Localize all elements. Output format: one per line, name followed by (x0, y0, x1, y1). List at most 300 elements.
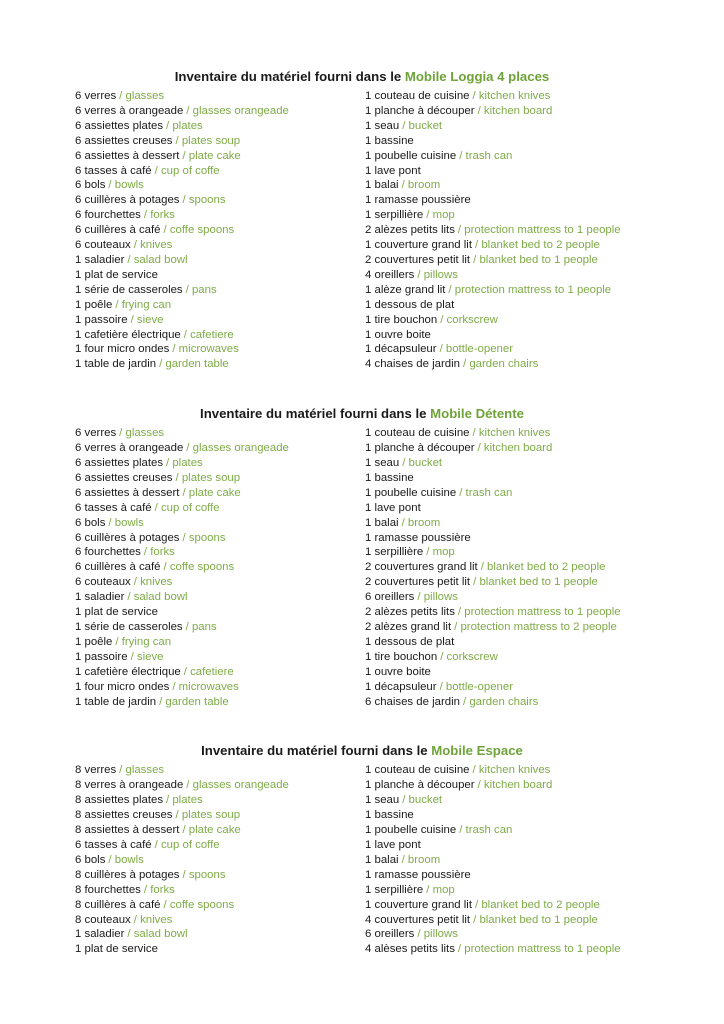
item-english-translation: / spoons (182, 531, 226, 544)
section-columns (0, 426, 724, 709)
list-item (365, 635, 724, 650)
list-item (365, 441, 724, 456)
item-english-translation: / blanket bed to 1 people (473, 913, 598, 926)
item-english-translation: / trash can (459, 149, 513, 162)
item-english-translation: / bucket (402, 794, 443, 807)
item-french-text: 6 cuillères à potages (75, 194, 180, 207)
list-item (365, 193, 724, 208)
item-french-text: 6 tasses à café (75, 164, 152, 177)
item-french-text: 1 planche à découper (365, 779, 475, 792)
item-english-translation: / glasses orangeade (186, 442, 289, 455)
item-french-text: 6 oreillers (365, 928, 415, 941)
list-item (75, 441, 365, 456)
item-french-text: 1 série de casseroles (75, 621, 183, 633)
item-english-translation: / garden table (159, 695, 229, 708)
item-french-text: 2 couvertures grand lit (365, 561, 478, 574)
item-french-text: 6 couteaux (75, 239, 131, 252)
item-english-translation: / kitchen board (477, 442, 553, 455)
item-english-translation: / glasses orangeade (186, 104, 289, 117)
list-item (75, 164, 365, 179)
item-french-text: 1 four micro ondes (75, 343, 170, 356)
item-french-text: 1 saladier (75, 928, 125, 941)
section-title-prefix: Inventaire du matériel fourni dans le (201, 743, 428, 759)
item-english-translation: / garden chairs (462, 358, 539, 371)
item-english-translation: / plate cake (182, 149, 241, 162)
item-french-text: 8 couteaux (75, 913, 131, 926)
item-english-translation: / kitchen knives (472, 764, 551, 777)
list-item (365, 357, 724, 372)
item-english-translation: / cafetiere (183, 328, 234, 341)
list-item (75, 456, 365, 471)
item-english-translation: / plates soup (175, 134, 241, 147)
item-english-translation: / broom (401, 853, 441, 866)
item-french-text: 6 cuillères à café (75, 561, 161, 574)
item-french-text: 8 cuillères à potages (75, 868, 180, 881)
list-item (75, 942, 365, 957)
item-english-translation: / frying can (115, 298, 172, 311)
item-french-text: 6 bols (75, 179, 106, 192)
list-item (75, 426, 365, 441)
item-french-text: 1 planche à découper (365, 442, 475, 455)
item-french-text: 2 couvertures petit lit (365, 576, 471, 589)
item-english-translation: / coffe spoons (163, 898, 235, 911)
list-item (365, 560, 724, 575)
list-item (365, 253, 724, 268)
list-item (365, 913, 724, 928)
item-english-translation: / garden table (159, 358, 229, 371)
list-item (75, 650, 365, 665)
item-english-translation: / protection mattress to 2 people (454, 621, 617, 633)
list-item (365, 680, 724, 695)
list-item (75, 149, 365, 164)
item-english-translation: / cup of coffe (154, 164, 220, 177)
item-french-text: 1 poêle (75, 298, 113, 311)
item-english-translation: / knives (133, 239, 173, 252)
list-item (365, 313, 724, 328)
inventory-section (0, 742, 724, 957)
left-column (75, 89, 365, 372)
item-french-text: 1 tire bouchon (365, 650, 438, 663)
item-french-text: 1 dessous de plat (365, 635, 455, 648)
section-title-mobile-name: Mobile Espace (431, 743, 523, 759)
item-english-translation: / glasses orangeade (186, 779, 289, 792)
list-item (365, 328, 724, 343)
list-item (365, 665, 724, 680)
list-item (75, 342, 365, 357)
item-french-text: 1 plat de service (75, 268, 158, 281)
item-french-text: 1 plat de service (75, 943, 158, 956)
list-item (365, 808, 724, 823)
item-english-translation: / sieve (130, 650, 164, 663)
item-french-text: 1 cafetière électrique (75, 328, 181, 341)
list-item (365, 178, 724, 193)
item-english-translation: / coffe spoons (163, 224, 235, 237)
item-english-translation: / glasses (119, 427, 165, 440)
item-english-translation: / bucket (402, 457, 443, 470)
list-item (365, 793, 724, 808)
list-item (75, 119, 365, 134)
item-english-translation: / pans (185, 283, 217, 296)
section-title-mobile-name: Mobile Loggia 4 places (404, 69, 550, 84)
item-french-text: 6 assiettes creuses (75, 471, 173, 484)
item-english-translation: / coffe spoons (163, 561, 235, 574)
list-item (75, 838, 365, 853)
item-french-text: 6 couteaux (75, 576, 131, 589)
item-french-text: 1 décapsuleur (365, 680, 437, 693)
item-french-text: 6 assiettes creuses (75, 134, 173, 147)
list-item (365, 456, 724, 471)
list-item (75, 665, 365, 680)
left-column (75, 426, 365, 709)
list-item (75, 223, 365, 238)
list-item (365, 298, 724, 313)
item-french-text: 1 poubelle cuisine (365, 149, 457, 162)
list-item (75, 313, 365, 328)
item-english-translation: / protection mattress to 1 people (457, 224, 621, 237)
item-english-translation: / corkscrew (440, 313, 498, 326)
item-french-text: 1 seau (365, 119, 400, 132)
list-item (365, 486, 724, 501)
item-english-translation: / microwaves (172, 680, 239, 693)
list-item (75, 208, 365, 223)
item-french-text: 6 oreillers (365, 591, 415, 604)
item-english-translation: / knives (133, 913, 173, 926)
list-item (75, 104, 365, 119)
list-item (365, 605, 724, 620)
item-french-text: 1 saladier (75, 253, 125, 266)
item-english-translation: / broom (401, 516, 441, 529)
section-title (0, 405, 724, 423)
item-french-text: 4 oreillers (365, 268, 415, 281)
item-english-translation: / kitchen board (477, 104, 553, 117)
list-item (75, 823, 365, 838)
item-french-text: 1 bassine (365, 471, 414, 484)
list-item (365, 620, 724, 635)
item-english-translation: / mop (426, 546, 455, 559)
item-french-text: 1 serpillière (365, 546, 424, 559)
list-item (75, 283, 365, 298)
list-item (75, 590, 365, 605)
item-french-text: 6 assiettes à dessert (75, 149, 180, 162)
item-english-translation: / glasses (119, 90, 165, 102)
list-item (75, 883, 365, 898)
item-english-translation: / bottle-opener (439, 343, 514, 356)
item-french-text: 1 couteau de cuisine (365, 427, 470, 440)
item-english-translation: / blanket bed to 1 people (473, 576, 598, 589)
item-english-translation: / microwaves (172, 343, 239, 356)
item-english-translation: / blanket bed to 2 people (475, 239, 600, 252)
list-item (365, 223, 724, 238)
item-english-translation: / protection mattress to 1 people (457, 943, 621, 956)
list-item (365, 650, 724, 665)
list-item (75, 868, 365, 883)
item-english-translation: / bottle-opener (439, 680, 514, 693)
list-item (75, 357, 365, 372)
item-english-translation: / cup of coffe (154, 501, 220, 514)
item-english-translation: / garden chairs (462, 695, 539, 708)
section-title (0, 68, 724, 86)
right-column (365, 763, 724, 957)
item-english-translation: / protection mattress to 1 people (457, 606, 621, 619)
list-item (75, 134, 365, 149)
item-english-translation: / protection mattress to 1 people (448, 283, 612, 296)
list-item (75, 238, 365, 253)
list-item (365, 575, 724, 590)
section-columns (0, 763, 724, 957)
item-english-translation: / kitchen knives (472, 427, 551, 440)
item-french-text: 1 balai (365, 179, 399, 192)
item-english-translation: / mop (426, 209, 455, 222)
item-english-translation: / frying can (115, 635, 172, 648)
list-item (75, 605, 365, 620)
item-french-text: 2 alèzes grand lit (365, 621, 452, 633)
item-english-translation: / cup of coffe (154, 838, 220, 851)
list-item (365, 283, 724, 298)
item-french-text: 4 chaises de jardin (365, 358, 460, 371)
item-french-text: 6 tasses à café (75, 501, 152, 514)
item-english-translation: / plates (166, 457, 203, 470)
list-item (365, 853, 724, 868)
item-english-translation: / trash can (459, 486, 513, 499)
list-item (365, 868, 724, 883)
item-french-text: 1 lave pont (365, 838, 421, 851)
item-french-text: 1 planche à découper (365, 104, 475, 117)
item-english-translation: / trash can (459, 824, 513, 837)
list-item (75, 853, 365, 868)
item-french-text: 1 passoire (75, 650, 128, 663)
left-column (75, 763, 365, 957)
item-english-translation: / glasses (119, 764, 165, 777)
list-item (365, 119, 724, 134)
item-english-translation: / knives (133, 576, 173, 589)
item-english-translation: / plates (166, 119, 203, 132)
list-item (365, 501, 724, 516)
section-title (0, 742, 724, 760)
list-item (75, 486, 365, 501)
list-item (75, 620, 365, 635)
item-french-text: 1 seau (365, 457, 400, 470)
item-english-translation: / plate cake (182, 824, 241, 837)
item-french-text: 6 fourchettes (75, 209, 141, 222)
item-french-text: 1 four micro ondes (75, 680, 170, 693)
list-item (75, 516, 365, 531)
item-french-text: 1 décapsuleur (365, 343, 437, 356)
item-french-text: 1 ouvre boite (365, 665, 431, 678)
item-french-text: 1 bassine (365, 809, 414, 822)
item-english-translation: / broom (401, 179, 441, 192)
item-french-text: 1 table de jardin (75, 695, 157, 708)
item-french-text: 1 saladier (75, 591, 125, 604)
item-french-text: 1 ramasse poussière (365, 194, 471, 207)
item-french-text: 1 seau (365, 794, 400, 807)
item-french-text: 1 bassine (365, 134, 414, 147)
item-french-text: 1 balai (365, 516, 399, 529)
list-item (365, 883, 724, 898)
item-french-text: 1 couverture grand lit (365, 239, 473, 252)
item-french-text: 1 passoire (75, 313, 128, 326)
item-english-translation: / bowls (108, 179, 144, 192)
item-french-text: 1 couteau de cuisine (365, 764, 470, 777)
item-french-text: 6 assiettes plates (75, 457, 164, 470)
list-item (75, 763, 365, 778)
item-english-translation: / salad bowl (127, 591, 188, 604)
list-item (365, 104, 724, 119)
item-french-text: 6 cuillères à café (75, 224, 161, 237)
item-french-text: 1 plat de service (75, 606, 158, 619)
item-english-translation: / salad bowl (127, 928, 188, 941)
list-item (75, 545, 365, 560)
item-french-text: 1 serpillière (365, 209, 424, 222)
section-title-mobile-name: Mobile Détente (430, 406, 524, 422)
right-column (365, 426, 724, 709)
list-item (365, 545, 724, 560)
item-french-text: 4 couvertures petit lit (365, 913, 471, 926)
item-french-text: 1 couteau de cuisine (365, 90, 470, 102)
item-english-translation: / kitchen knives (472, 90, 551, 102)
item-french-text: 2 alèzes petits lits (365, 606, 455, 619)
list-item (365, 898, 724, 913)
item-english-translation: / forks (143, 546, 175, 559)
item-english-translation: / forks (143, 883, 175, 896)
list-item (75, 89, 365, 104)
item-english-translation: / spoons (182, 194, 226, 207)
list-item (75, 471, 365, 486)
item-french-text: 8 fourchettes (75, 883, 141, 896)
item-french-text: 8 verres à orangeade (75, 779, 184, 792)
list-item (365, 531, 724, 546)
list-item (365, 134, 724, 149)
item-french-text: 2 alèzes petits lits (365, 224, 455, 237)
list-item (365, 695, 724, 710)
list-item (75, 927, 365, 942)
item-french-text: 1 cafetière électrique (75, 665, 181, 678)
item-english-translation: / plates (166, 794, 203, 807)
list-item (365, 164, 724, 179)
list-item (75, 328, 365, 343)
item-english-translation: / forks (143, 209, 175, 222)
item-english-translation: / pillows (417, 591, 458, 604)
item-french-text: 8 cuillères à café (75, 898, 161, 911)
item-french-text: 1 table de jardin (75, 358, 157, 371)
item-english-translation: / corkscrew (440, 650, 498, 663)
list-item (75, 253, 365, 268)
item-french-text: 6 bols (75, 516, 106, 529)
item-french-text: 1 ramasse poussière (365, 531, 471, 544)
item-french-text: 1 ouvre boite (365, 328, 431, 341)
item-french-text: 6 verres à orangeade (75, 104, 184, 117)
item-french-text: 1 alèze grand lit (365, 283, 446, 296)
item-french-text: 8 assiettes plates (75, 794, 164, 807)
list-item (75, 898, 365, 913)
item-english-translation: / salad bowl (127, 253, 188, 266)
list-item (365, 942, 724, 957)
item-french-text: 6 assiettes plates (75, 119, 164, 132)
list-item (75, 560, 365, 575)
item-english-translation: / plate cake (182, 486, 241, 499)
inventory-section (0, 68, 724, 372)
list-item (75, 913, 365, 928)
item-english-translation: / pans (185, 621, 217, 633)
list-item (365, 471, 724, 486)
item-french-text: 1 poubelle cuisine (365, 824, 457, 837)
list-item (365, 149, 724, 164)
item-french-text: 1 série de casseroles (75, 283, 183, 296)
item-french-text: 6 verres à orangeade (75, 442, 184, 455)
list-item (75, 575, 365, 590)
item-english-translation: / pillows (417, 928, 458, 941)
item-french-text: 8 assiettes à dessert (75, 824, 180, 837)
item-french-text: 6 assiettes à dessert (75, 486, 180, 499)
item-english-translation: / cafetiere (183, 665, 234, 678)
item-french-text: 6 cuillères à potages (75, 531, 180, 544)
list-item (365, 763, 724, 778)
list-item (365, 516, 724, 531)
item-english-translation: / plates soup (175, 471, 241, 484)
list-item (365, 238, 724, 253)
list-item (75, 778, 365, 793)
item-french-text: 8 assiettes creuses (75, 809, 173, 822)
item-english-translation: / bowls (108, 516, 144, 529)
list-item (75, 193, 365, 208)
list-item (75, 531, 365, 546)
item-french-text: 8 verres (75, 764, 117, 777)
right-column (365, 89, 724, 372)
item-english-translation: / spoons (182, 868, 226, 881)
list-item (75, 298, 365, 313)
section-title-prefix: Inventaire du matériel fourni dans le (174, 69, 402, 84)
item-french-text: 6 bols (75, 853, 106, 866)
list-item (75, 793, 365, 808)
item-french-text: 6 fourchettes (75, 546, 141, 559)
list-item (75, 268, 365, 283)
item-french-text: 1 balai (365, 853, 399, 866)
item-french-text: 1 tire bouchon (365, 313, 438, 326)
list-item (75, 695, 365, 710)
list-item (365, 838, 724, 853)
item-french-text: 1 lave pont (365, 164, 421, 177)
section-title-prefix: Inventaire du matériel fourni dans le (200, 406, 427, 422)
item-english-translation: / sieve (130, 313, 164, 326)
item-english-translation: / pillows (417, 268, 458, 281)
list-item (75, 501, 365, 516)
list-item (365, 89, 724, 104)
list-item (365, 823, 724, 838)
item-french-text: 4 alèses petits lits (365, 943, 455, 956)
item-english-translation: / blanket bed to 2 people (475, 898, 600, 911)
item-english-translation: / bucket (402, 119, 443, 132)
item-french-text: 2 couvertures petit lit (365, 253, 471, 266)
item-french-text: 6 verres (75, 427, 117, 440)
list-item (365, 342, 724, 357)
item-english-translation: / blanket bed to 2 people (480, 561, 606, 574)
list-item (365, 208, 724, 223)
inventory-section (0, 405, 724, 709)
list-item (365, 778, 724, 793)
item-french-text: 1 poêle (75, 635, 113, 648)
item-french-text: 1 ramasse poussière (365, 868, 471, 881)
item-french-text: 1 poubelle cuisine (365, 486, 457, 499)
item-english-translation: / mop (426, 883, 455, 896)
section-columns (0, 89, 724, 372)
item-english-translation: / bowls (108, 853, 144, 866)
list-item (365, 590, 724, 605)
item-english-translation: / plates soup (175, 809, 241, 822)
item-english-translation: / blanket bed to 1 people (473, 253, 598, 266)
list-item (75, 808, 365, 823)
list-item (365, 268, 724, 283)
item-french-text: 6 verres (75, 90, 117, 102)
item-french-text: 1 lave pont (365, 501, 421, 514)
